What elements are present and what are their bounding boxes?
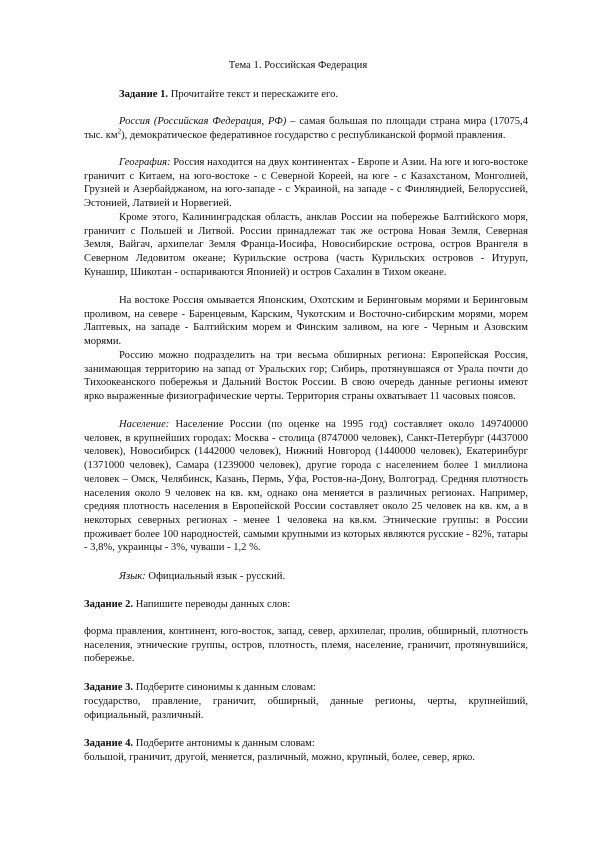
paragraph-islands: Кроме этого, Калининградская область, анклав России на побережье Балтийского моря, граничит с Польшей и Литвой. России принадлежат так же острова Новая Земля, Северная Земля, Вайгач, архипелаг Земля Франца-Иосифа, Новосибирские острова, остров Врангеля в Северном Ледовитом океане; Курильские острова (часть Курильских островов - Итуруп, Кунашир, Шикотан - оспариваются Японией) и остров Сахалин в Тихом океане. xyxy=(84,212,528,278)
paragraph-russia-intro xyxy=(84,115,528,142)
language-text: Официальный язык - русский. xyxy=(145,571,286,582)
task4-words: большой, граничит, другой, меняется, различный, можно, крупный, более, север, ярко. xyxy=(84,752,475,763)
paragraph-russia-intro-italic: Россия (Российская Федерация, РФ) xyxy=(119,116,287,127)
paragraph-regions: Россию можно подразделить на три весьма обширных региона: Европейская Россия, занимающая территорию на запад от Уральских гор; Сибирь, протянувшаяся от Урала почти до Тихоокеанского побережья и Дальний Восток России. В свою очередь данные регионы имеют ярко выраженные физиографические черты. Территория страны охватывает 11 часовых поясов. xyxy=(84,350,528,403)
task2-label: Задание 2. xyxy=(84,599,134,610)
page-title: Тема 1. Российская Федерация xyxy=(228,60,368,71)
task1-text: Прочитайте текст и перескажите его. xyxy=(168,89,339,100)
task3-label: Задание 3. xyxy=(84,682,134,693)
geography-text: Россия находится на двух континентах - Европе и Азии. На юге и юго-востоке граничит с Китаем, на юго-востоке - с Северной Кореей, на юге - с Казахстаном, Монголией, Грузией и Азербайджаном, на юго-западе - с Украиной, на западе - с Финляндией, Белоруссией, Эстонией, Латвией и Норвегией. xyxy=(84,157,528,210)
task2-heading xyxy=(84,598,528,612)
paragraph-russia-intro-text-b: ), демократическое федеративное государство с республиканской формой правления. xyxy=(121,129,506,141)
paragraph-russia-intro-text-a: – самая большая по площади страна мира (17075,4 тыс. км xyxy=(84,116,529,141)
task2-text: Напишите переводы данных слов: xyxy=(133,599,291,610)
population-text: Население России (по оценке на 1995 год) составляет около 149740000 человек, в крупнейших городах: Москва - столица (8747000 человек), Санкт-Петербург (4437000 человек), Новосибирск (1442000 человек), Нижний Новгород (1440000 человек), Екатеринбург (1371000 человек), Самара (1239000 человек), другие города с населением более 1 миллиона человек – Омск, Челябинск, Казань, Пермь, Уфа, Ростов-на-Дону, Волгоград. Средняя плотность населения около 9 человек на кв. км, однако она меняется в различных регионах. Например, средняя плотность населения в Европейской России составляет около 25 человек на кв. км, а в некоторых северных регионах - менее 1 человека на кв.км. Этнические группы: в России проживает более 100 народностей, самыми крупными из которых являются русские - 82%, татары - 3,8%, украинцы - 3%, чуваши - 1,2 %. xyxy=(84,419,528,554)
language-label: Язык: xyxy=(119,571,146,582)
task4-text: Подберите антонимы к данным словам: xyxy=(133,738,315,749)
paragraph-language xyxy=(84,570,528,584)
task4-label: Задание 4. xyxy=(84,738,134,749)
geography-label: География: xyxy=(119,157,171,168)
task2-words: форма правления, континент, юго-восток, запад, север, архипелаг, пролив, обширный, плотность населения, этнические группы, остров, плотность, племя, население, граничит, протянувшийся, побережье. xyxy=(84,626,528,665)
task3-text: Подберите синонимы к данным словам: xyxy=(133,682,316,693)
paragraph-population xyxy=(84,418,528,555)
task4-heading xyxy=(84,737,528,751)
population-label: Население: xyxy=(119,419,170,430)
paragraph-geography xyxy=(84,156,528,211)
task3-heading xyxy=(84,681,528,695)
task1-heading xyxy=(84,88,528,102)
task1-label: Задание 1. xyxy=(119,89,169,100)
km-superscript: 2 xyxy=(117,127,122,136)
paragraph-seas: На востоке Россия омывается Японским, Охотским и Беринговым морями и Беринговым проливом, на севере - Баренцевым, Карским, Чукотским и Восточно-сибирским морями, морем Лаптевых, на западе - Балтийским морем и Финским заливом, на юге - Черным и Азовским морями. xyxy=(84,295,528,348)
task3-words: государство, правление, граничит, обширный, данные регионы, черты, крупнейший, официальный, различный. xyxy=(84,696,528,721)
